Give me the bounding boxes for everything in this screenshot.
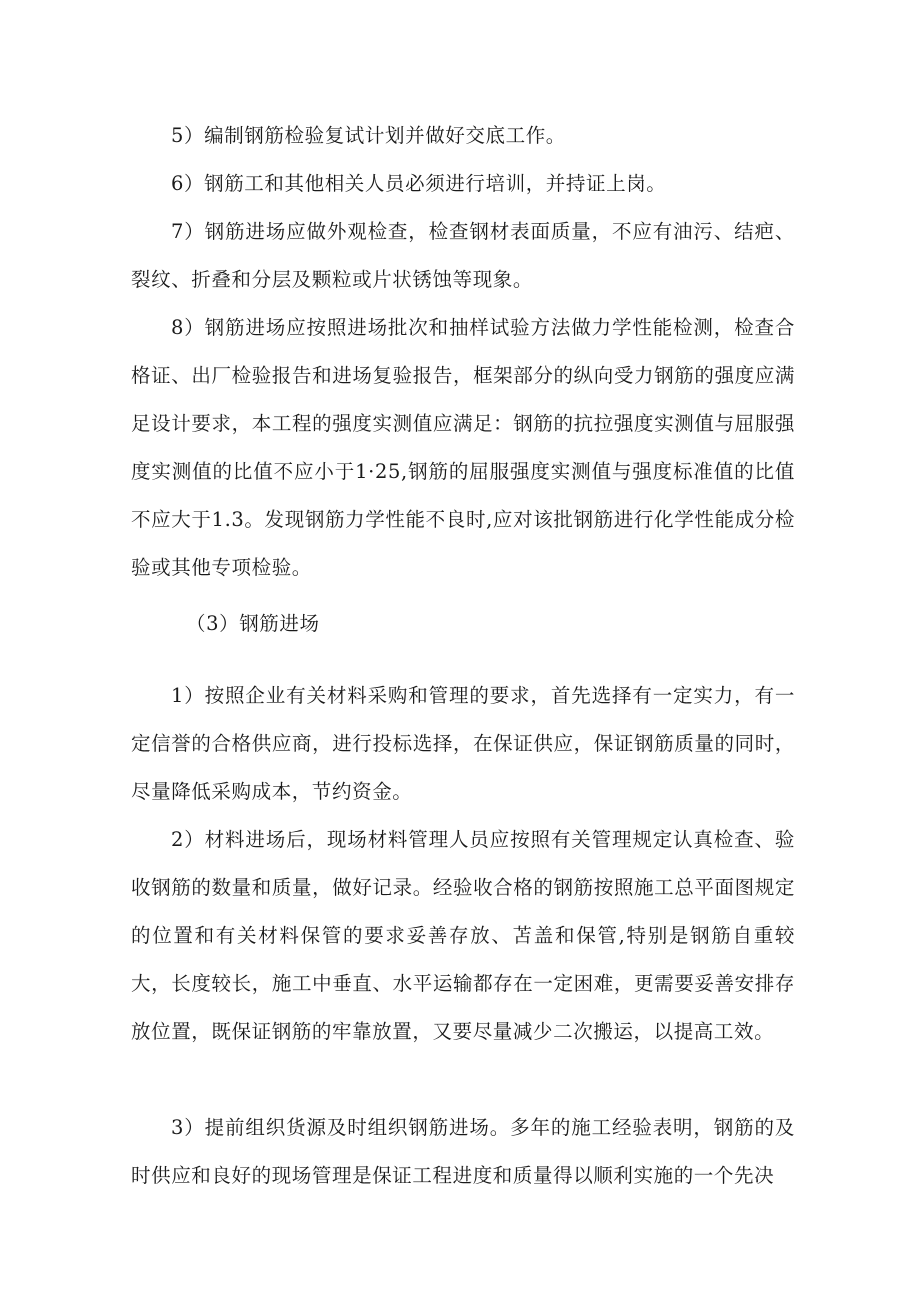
section-paragraph-1: 1）按照企业有关材料采购和管理的要求，首先选择有一定实力，有一定信誉的合格供应商，进行投标选择，在保证供应，保证钢筋质量的同时，尽量降低采购成本，节约资金。 [131,684,795,803]
section-paragraph-3: 3）提前组织货源及时组织钢筋进场。多年的施工经验表明，钢筋的及时供应和良好的现场管理是保证工程进度和质量得以顺利实施的一个先决 [131,1116,795,1187]
section-paragraph-2: 2）材料进场后，现场材料管理人员应按照有关管理规定认真检查、验收钢筋的数量和质量，做好记录。经验收合格的钢筋按照施工总平面图规定的位置和有关材料保管的要求妥善存放、苫盖和保管,特别是钢筋自重较大，长度较长，施工中垂直、水平运输都存在一定困难，更需要妥善安排存放位置，既保证钢筋的牢靠放置，又要尽量减少二次搬运，以提高工效。 [131,828,795,1043]
section-heading: （3）钢筋进场 [186,612,320,635]
paragraph-item-8: 8）钢筋进场应按照进场批次和抽样试验方法做力学性能检测，检查合格证、出厂检验报告和进场复验报告，框架部分的纵向受力钢筋的强度应满足设计要求，本工程的强度实测值应满足：钢筋的抗拉强度实测值与屈服强度实测值的比值不应小于1·25,钢筋的屈服强度实测值与强度标准值的比值不应大于1.3。发现钢筋力学性能不良时,应对该批钢筋进行化学性能成分检验或其他专项检验。 [131,316,795,579]
paragraph-item-5: 5）编制钢筋检验复试计划并做好交底工作。 [171,124,566,147]
paragraph-item-7: 7）钢筋进场应做外观检查，检查钢材表面质量，不应有油污、结疤、裂纹、折叠和分层及颗粒或片状锈蚀等现象。 [131,220,795,291]
paragraph-item-6: 6）钢筋工和其他相关人员必须进行培训，并持证上岗。 [171,172,667,195]
